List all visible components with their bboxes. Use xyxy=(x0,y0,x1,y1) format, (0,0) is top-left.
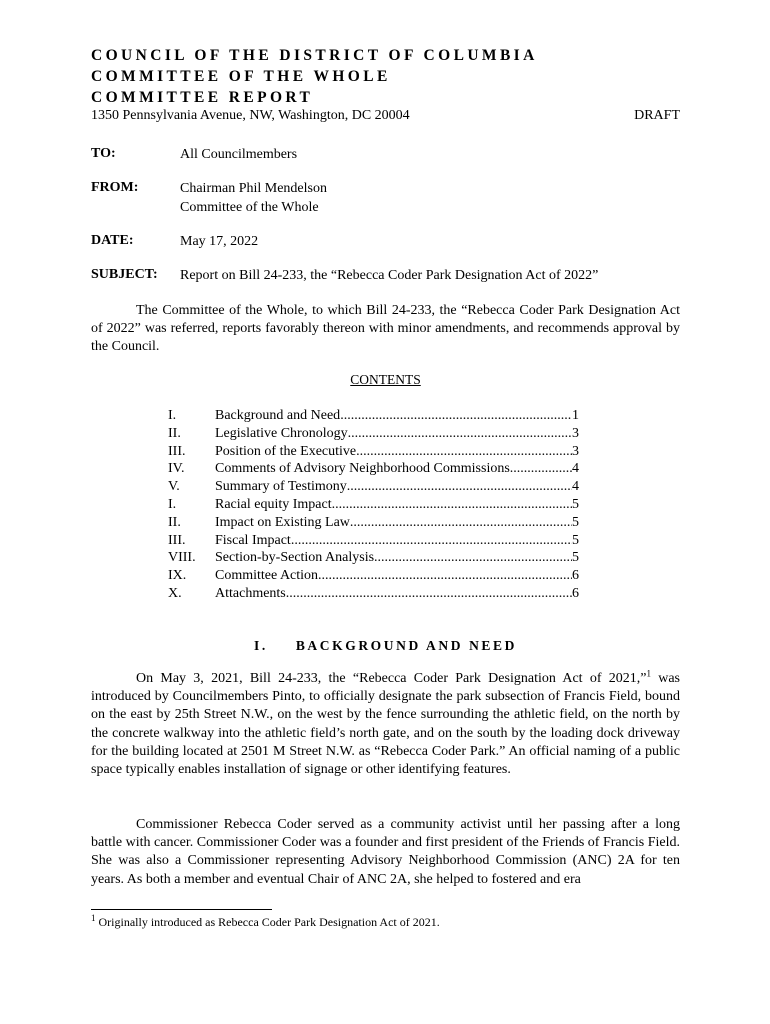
toc-entry-page: 5 xyxy=(572,550,579,566)
section-title: BACKGROUND AND NEED xyxy=(295,638,517,653)
report-heading: COMMITTEE REPORT xyxy=(91,89,314,106)
paragraph-text-after: was introduced by Councilmembers Pinto, to officially designate the park subsection of Francis Field, bound on the east by 25th Street N.W., on the west by the fence surrounding the athletic field, on the north by the concrete walkway into the athletic field’s north gate, and on the south by the loading dock driveway for the building located at 2501 M Street N.W. as “Rebecca Coder Park.” An official naming of a public space typically enables installation of signage or other identifying features. xyxy=(91,671,680,778)
toc-entry-page: 3 xyxy=(572,443,579,459)
toc-entry-number: IV. xyxy=(168,461,185,477)
footnote-marker: 1 xyxy=(91,913,96,923)
toc-entry-page: 6 xyxy=(572,568,579,584)
from-committee: Committee of the Whole xyxy=(180,200,319,215)
toc-entry-title: Position of the Executive xyxy=(215,443,357,459)
date-value: May 17, 2022 xyxy=(180,234,259,249)
toc-entry-title: Fiscal Impact xyxy=(215,532,291,548)
paragraph-text-before: On May 3, 2021, Bill 24-233, the “Rebecca Coder Park Designation Act of 2021,” xyxy=(136,671,647,686)
toc-entry-number: VIII. xyxy=(168,550,196,566)
toc-leader-dots xyxy=(356,443,572,461)
toc-entry-page: 5 xyxy=(572,514,579,530)
footnote-reference[interactable]: 1 xyxy=(646,668,651,679)
footnote-text: Originally introduced as Rebecca Coder Park Designation Act of 2021. xyxy=(95,915,440,929)
toc-entry-page: 4 xyxy=(572,479,579,495)
toc-entry[interactable] xyxy=(168,532,579,550)
contents-title: CONTENTS xyxy=(350,372,421,387)
toc-entry-page: 5 xyxy=(572,532,579,548)
committee-heading: COMMITTEE OF THE WHOLE xyxy=(91,68,391,85)
draft-status: DRAFT xyxy=(634,108,680,123)
background-paragraph-1 xyxy=(91,670,680,779)
toc-entry[interactable] xyxy=(168,425,579,443)
toc-entry-number: I. xyxy=(168,408,177,423)
footnote xyxy=(91,915,440,930)
toc-entry[interactable] xyxy=(168,478,579,496)
council-heading: COUNCIL OF THE DISTRICT OF COLUMBIA xyxy=(91,47,538,64)
toc-entry[interactable] xyxy=(168,514,579,532)
toc-entry-number: IX. xyxy=(168,568,187,584)
toc-leader-dots xyxy=(318,567,572,585)
intro-paragraph: The Committee of the Whole, to which Bill 24-233, the “Rebecca Coder Park Designation Act of 2022” was referred, reports favorably thereon with minor amendments, and recommends approval by the Council. xyxy=(91,303,680,355)
subject-label: SUBJECT: xyxy=(91,267,158,282)
toc-entry[interactable] xyxy=(168,407,579,425)
toc-entry-title: Legislative Chronology xyxy=(215,425,348,441)
toc-entry-title: Impact on Existing Law xyxy=(215,514,350,530)
toc-entry[interactable] xyxy=(168,443,579,461)
toc-entry-page: 1 xyxy=(572,408,579,423)
toc-entry-number: II. xyxy=(168,514,181,530)
toc-entry[interactable] xyxy=(168,567,579,585)
subject-value: Report on Bill 24-233, the “Rebecca Coder Park Designation Act of 2022” xyxy=(180,268,599,283)
from-value xyxy=(180,179,327,217)
toc-entry-title: Committee Action xyxy=(215,568,319,584)
footnote-divider xyxy=(91,909,272,910)
toc-entry-page: 5 xyxy=(572,496,579,512)
toc-entry[interactable] xyxy=(168,460,579,478)
section-number: I. xyxy=(253,638,268,653)
section-heading xyxy=(91,638,680,654)
toc-entry-number: V. xyxy=(168,479,180,495)
date-label: DATE: xyxy=(91,233,134,248)
to-value: All Councilmembers xyxy=(180,147,298,162)
toc-leader-dots xyxy=(286,585,572,603)
toc-leader-dots xyxy=(340,407,572,425)
toc-leader-dots xyxy=(348,425,572,443)
address: 1350 Pennsylvania Avenue, NW, Washington, DC 20004 xyxy=(91,108,410,123)
toc-leader-dots xyxy=(332,496,572,514)
toc-entry-number: II. xyxy=(168,425,181,441)
address-line xyxy=(91,108,680,124)
background-paragraph-2: Commissioner Rebecca Coder served as a community activist until her passing after a long battle with cancer. Commissioner Coder was a founder and first president of the Friends of Francis Field. She was also a Commissioner representing Advisory Neighborhood Commission (ANC) 2A for ten years. As both a member and eventual Chair of ANC 2A, she helped to fostered and era xyxy=(91,817,680,887)
to-label: TO: xyxy=(91,146,116,161)
toc-entry-title: Summary of Testimony xyxy=(215,479,347,495)
toc-entry-number: I. xyxy=(168,496,177,512)
toc-entry[interactable] xyxy=(168,496,579,514)
toc-entry-number: III. xyxy=(168,443,186,459)
toc-entry[interactable] xyxy=(168,549,579,567)
toc-leader-dots xyxy=(350,514,572,532)
from-label: FROM: xyxy=(91,180,139,195)
toc-leader-dots xyxy=(510,460,572,478)
toc-entry-title: Comments of Advisory Neighborhood Commissions xyxy=(215,461,510,477)
toc-entry[interactable] xyxy=(168,585,579,603)
toc-leader-dots xyxy=(291,532,572,550)
toc-leader-dots xyxy=(374,549,572,567)
toc-entry-page: 6 xyxy=(572,585,579,601)
toc-entry-title: Racial equity Impact xyxy=(215,496,332,512)
table-of-contents xyxy=(168,407,579,603)
toc-entry-page: 4 xyxy=(572,461,579,477)
toc-entry-number: III. xyxy=(168,532,186,548)
toc-entry-title: Attachments xyxy=(215,585,286,601)
toc-entry-number: X. xyxy=(168,585,182,601)
toc-leader-dots xyxy=(347,478,572,496)
toc-entry-page: 3 xyxy=(572,425,579,441)
toc-entry-title: Section-by-Section Analysis xyxy=(215,550,375,566)
from-name: Chairman Phil Mendelson xyxy=(180,181,327,196)
toc-entry-title: Background and Need xyxy=(215,408,341,423)
